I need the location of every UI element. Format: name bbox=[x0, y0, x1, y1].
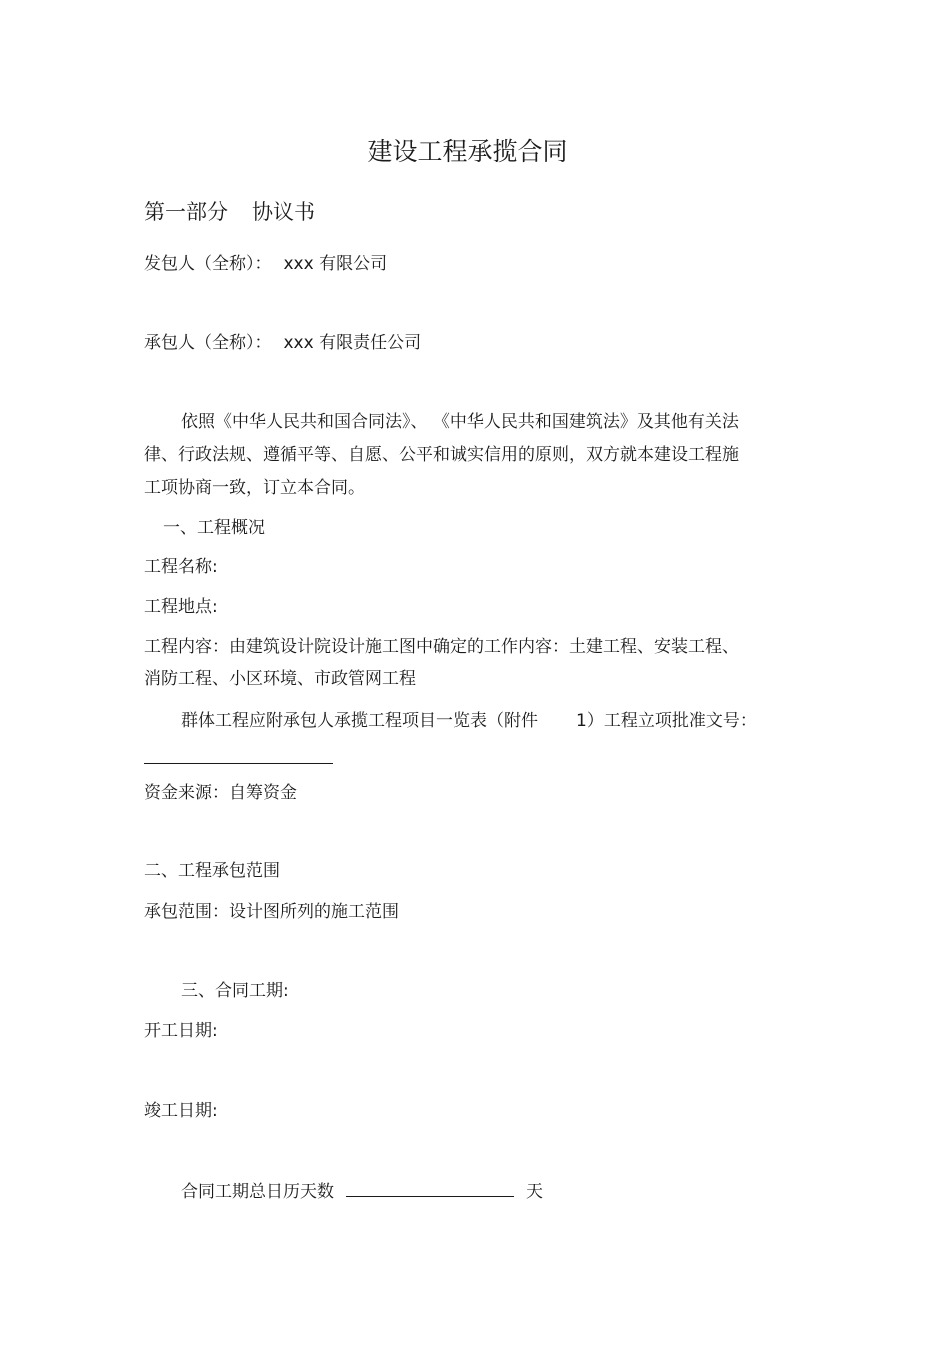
employer-value: xxx 有限公司 bbox=[283, 254, 388, 274]
section-2-heading: 二、工程承包范围 bbox=[144, 861, 280, 881]
section-1-heading: 一、工程概况 bbox=[163, 518, 265, 538]
intro-line-3: 工项协商一致，订立本合同。 bbox=[144, 478, 365, 498]
intro-line-1: 依照《中华人民共和国合同法》、 《中华人民共和国建筑法》及其他有关法 bbox=[181, 412, 739, 432]
group-project-line bbox=[181, 711, 757, 731]
funding-source: 资金来源：自筹资金 bbox=[144, 783, 297, 803]
start-date-label: 开工日期: bbox=[144, 1021, 218, 1041]
project-name-label: 工程名称: bbox=[144, 557, 218, 577]
total-days-label: 合同工期总日历天数 bbox=[181, 1182, 334, 1202]
part-subtitle: 协议书 bbox=[252, 200, 315, 224]
group-project-approval: 1）工程立项批准文号： bbox=[576, 711, 757, 731]
group-project-text: 群体工程应附承包人承揽工程项目一览表（附件 bbox=[181, 711, 538, 731]
project-location-label: 工程地点: bbox=[144, 597, 218, 617]
completion-date-label: 竣工日期: bbox=[144, 1101, 218, 1121]
part-title: 第一部分 bbox=[144, 200, 228, 224]
document-title: 建设工程承揽合同 bbox=[367, 137, 568, 166]
total-days-line bbox=[181, 1180, 543, 1202]
scope-text: 承包范围：设计图所列的施工范围 bbox=[144, 902, 399, 922]
total-days-blank bbox=[346, 1180, 514, 1197]
contractor-label: 承包人（全称）： bbox=[144, 333, 272, 353]
employer-line bbox=[144, 254, 387, 274]
project-content-line-1: 工程内容：由建筑设计院设计施工图中确定的工作内容：土建工程、安装工程、 bbox=[144, 637, 739, 657]
intro-line-2: 律、行政法规、遵循平等、自愿、公平和诚实信用的原则，双方就本建设工程施 bbox=[144, 445, 739, 465]
employer-label: 发包人（全称）： bbox=[144, 254, 272, 274]
section-3-heading: 三、合同工期: bbox=[181, 981, 289, 1001]
approval-number-blank bbox=[144, 763, 333, 764]
contractor-line bbox=[144, 333, 421, 353]
total-days-unit: 天 bbox=[526, 1182, 543, 1202]
contractor-value: xxx 有限责任公司 bbox=[283, 333, 422, 353]
project-content-line-2: 消防工程、小区环境、市政管网工程 bbox=[144, 669, 416, 689]
part-heading bbox=[144, 199, 315, 225]
